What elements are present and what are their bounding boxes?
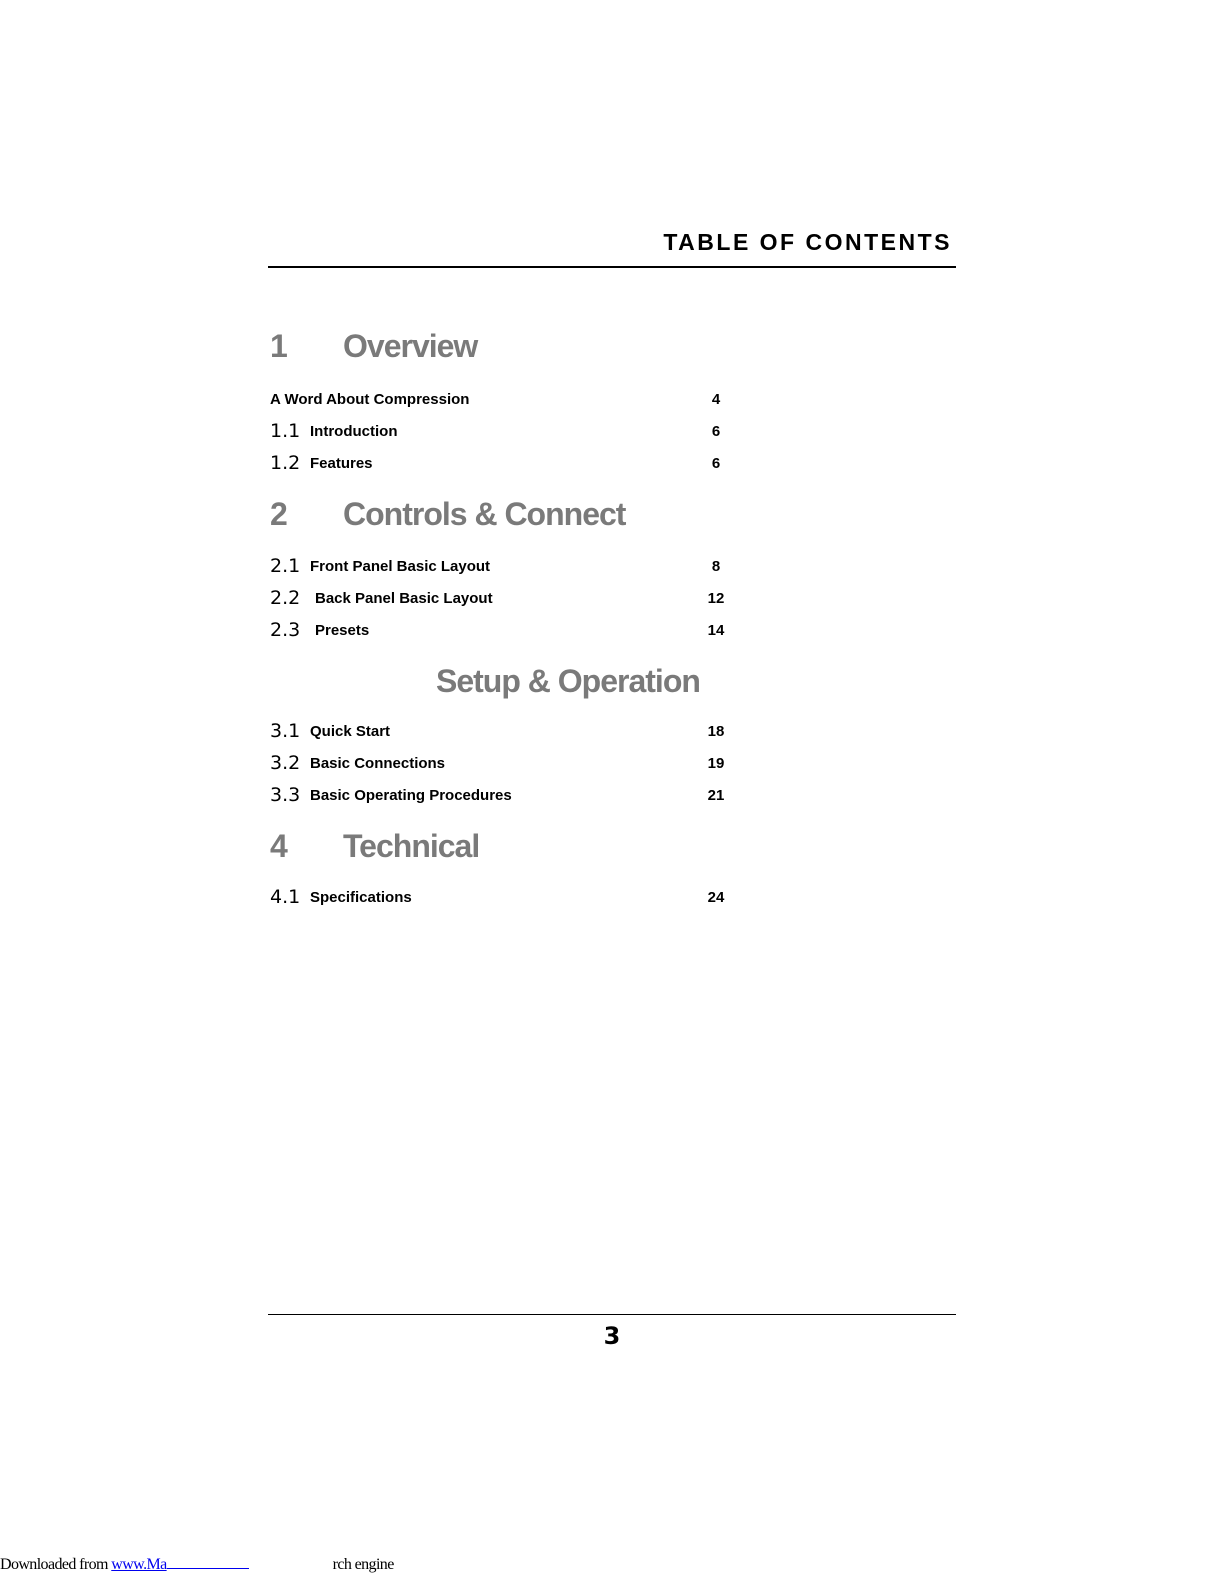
toc-entry-number: 1.1 [270,420,301,442]
section-title: Setup & Operation [436,663,700,699]
toc-entry-number: 3.1 [270,720,301,742]
page-footer [268,1314,956,1350]
toc-entry-page: 19 [707,755,725,772]
toc-entry-number: 2.3 [270,619,301,641]
download-prefix: Downloaded from [0,1556,112,1573]
toc-entry[interactable] [270,884,730,910]
download-link-underline[interactable] [167,1554,249,1569]
toc-entry-label: Specifications [310,889,412,906]
toc-entry-label: Basic Connections [310,755,446,772]
toc-entry-page: 4 [711,391,721,408]
page-header [268,228,956,268]
page-number: 3 [603,1322,621,1350]
toc-entry-page: 8 [711,558,721,575]
toc-entry[interactable] [270,450,730,476]
toc-entry-label: Basic Operating Procedures [310,787,512,804]
toc-entry-page: 18 [707,723,725,740]
toc-entry-number: 4.1 [270,886,301,908]
toc-entry-page: 6 [711,455,721,472]
toc-entry[interactable] [270,585,730,611]
section-number: 4 [270,828,287,864]
download-note [0,1554,394,1575]
section-title: Technical [343,828,480,864]
toc-entry[interactable] [270,418,730,444]
toc-entry-page: 12 [707,590,725,607]
section-title: Controls & Connect [343,496,626,532]
toc-entry-page: 14 [707,622,725,639]
toc-entry-number: 3.3 [270,784,301,806]
download-suffix: rch engine [332,1556,394,1573]
download-link[interactable]: www.Ma [111,1556,167,1573]
section-title: Overview [343,328,478,364]
toc-entry-label: Features [310,455,373,472]
toc-entry-number: 1.2 [270,452,301,474]
toc-entry-label: Presets [315,622,370,639]
toc-entry-label: Quick Start [310,723,391,740]
toc-entry-number: 2.2 [270,587,301,609]
toc-entry[interactable] [270,782,730,808]
toc-entry-page: 21 [707,787,725,804]
toc-entry[interactable] [270,553,730,579]
toc-entry-page: 24 [707,889,725,906]
toc-entry-page: 6 [711,423,721,440]
header-title: TABLE OF CONTENTS [663,229,952,255]
toc-entry-label: Back Panel Basic Layout [315,590,493,607]
toc-entry-number: 3.2 [270,752,301,774]
section-number: 1 [270,328,287,364]
toc-entry-number: 2.1 [270,555,301,577]
toc-entry[interactable] [270,718,730,744]
toc-entry-label: A Word About Compression [270,391,470,408]
toc-entry[interactable] [270,617,730,643]
toc-entry[interactable] [270,386,730,412]
toc-entry[interactable] [270,750,730,776]
section-number: 2 [270,496,287,532]
toc-entry-label: Front Panel Basic Layout [310,558,491,575]
toc-entry-label: Introduction [310,423,398,440]
